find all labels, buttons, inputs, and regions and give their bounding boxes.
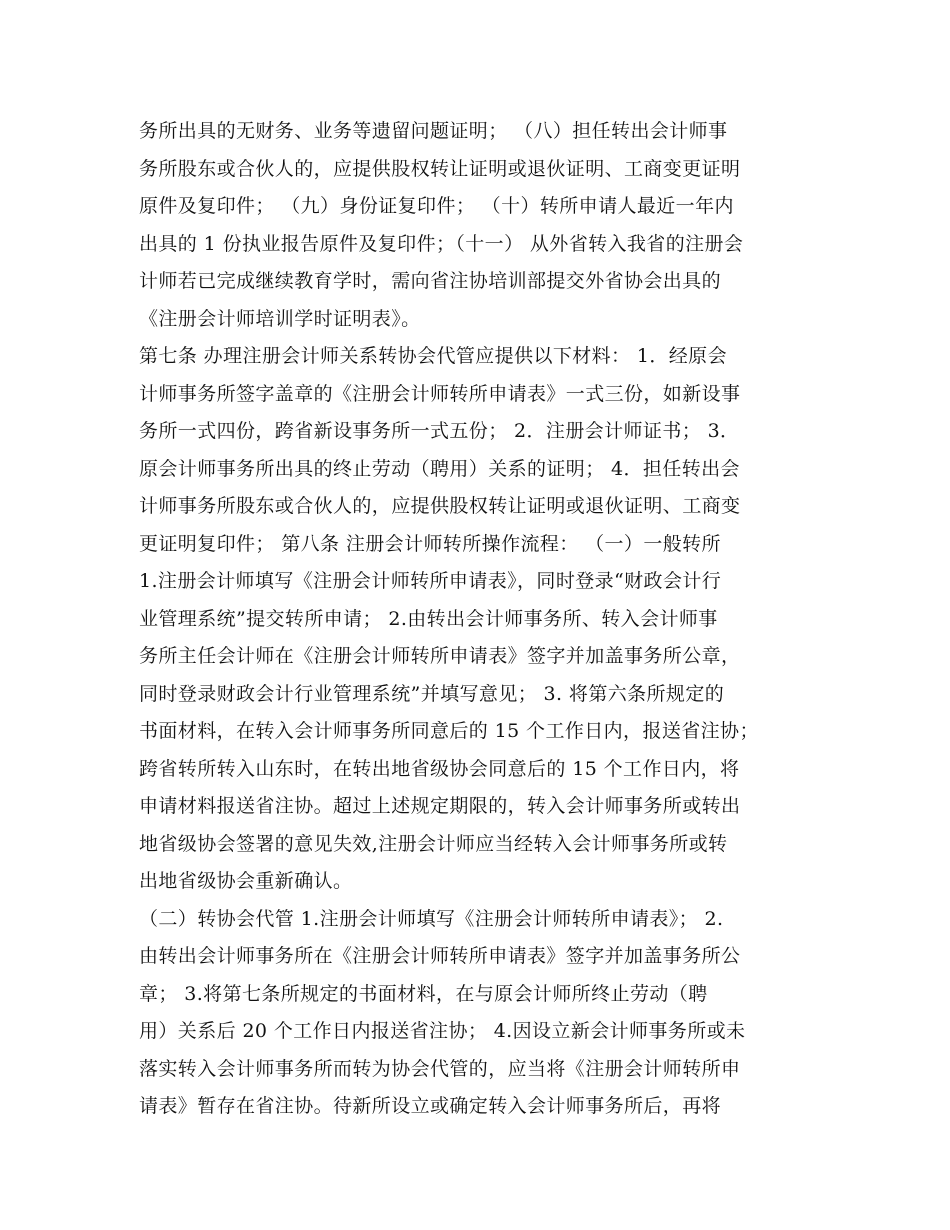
- text-line: 原件及复印件； （九）身份证复印件； （十）转所申请人最近一年内: [139, 195, 734, 217]
- text-line: 跨省转所转入山东时，在转出地省级协会同意后的 15 个工作日内，将: [139, 757, 740, 780]
- text-line: 用）关系后 20 个工作日内报送省注协； 4.因设立新会计师事务所或未: [139, 1020, 746, 1042]
- text-line: 1.注册会计师填写《注册会计师转所申请表》，同时登录“财政会计行: [139, 570, 722, 592]
- text-line: （二）转协会代管 1.注册会计师填写《注册会计师转所申请表》； 2.: [139, 907, 724, 930]
- text-line: 《注册会计师培训学时证明表》。: [139, 307, 421, 330]
- text-line: 务所股东或合伙人的，应提供股权转让证明或退伙证明、工商变更证明: [139, 157, 741, 180]
- text-line: 申请材料报送省注协。超过上述规定期限的，转入会计师事务所或转出: [139, 795, 741, 817]
- text-line: 原会计师事务所出具的终止劳动（聘用）关系的证明； 4．担任转出会: [139, 457, 740, 480]
- text-line: 出地省级协会重新确认。: [139, 870, 353, 892]
- text-line: 地省级协会签署的意见失效,注册会计师应当经转入会计师事务所或转: [139, 832, 728, 855]
- text-line: 书面材料，在转入会计师事务所同意后的 15 个工作日内，报送省注协；: [139, 720, 759, 742]
- text-line: 业管理系统”提交转所申请； 2.由转出会计师事务所、转入会计师事: [139, 607, 718, 630]
- text-line: 落实转入会计师事务所而转为协会代管的，应当将《注册会计师转所申: [139, 1057, 741, 1080]
- body-text: [139, 113, 829, 1126]
- text-line: 出具的 1 份执业报告原件及复印件；（十一） 从外省转入我省的注册会: [139, 232, 744, 255]
- text-line: 计师事务所签字盖章的《注册会计师转所申请表》一式三份，如新设事: [139, 382, 741, 405]
- text-line: 第七条 办理注册会计师关系转协会代管应提供以下材料： 1．经原会: [139, 345, 727, 367]
- text-line: 务所一式四份，跨省新设事务所一式五份； 2．注册会计师证书； 3．: [139, 420, 740, 442]
- text-line: 计师事务所股东或合伙人的，应提供股权转让证明或退伙证明、工商变: [139, 495, 741, 517]
- text-line: 务所主任会计师在《注册会计师转所申请表》签字并加盖事务所公章，: [139, 645, 741, 667]
- text-line: 更证明复印件； 第八条 注册会计师转所操作流程： （一）一般转所: [139, 532, 721, 555]
- text-line: 务所出具的无财务、业务等遗留问题证明； （八）担任转出会计师事: [139, 120, 728, 142]
- text-line: 同时登录财政会计行业管理系统”并填写意见； 3. 将第六条所规定的: [139, 682, 725, 705]
- text-line: 计师若已完成继续教育学时，需向省注协培训部提交外省协会出具的: [139, 270, 722, 292]
- text-line: 章； 3.将第七条所规定的书面材料，在与原会计师所终止劳动（聘: [139, 982, 708, 1005]
- text-line: 由转出会计师事务所在《注册会计师转所申请表》签字并加盖事务所公: [139, 945, 741, 967]
- text-line: 请表》暂存在省注协。待新所设立或确定转入会计师事务所后，再将: [139, 1095, 722, 1117]
